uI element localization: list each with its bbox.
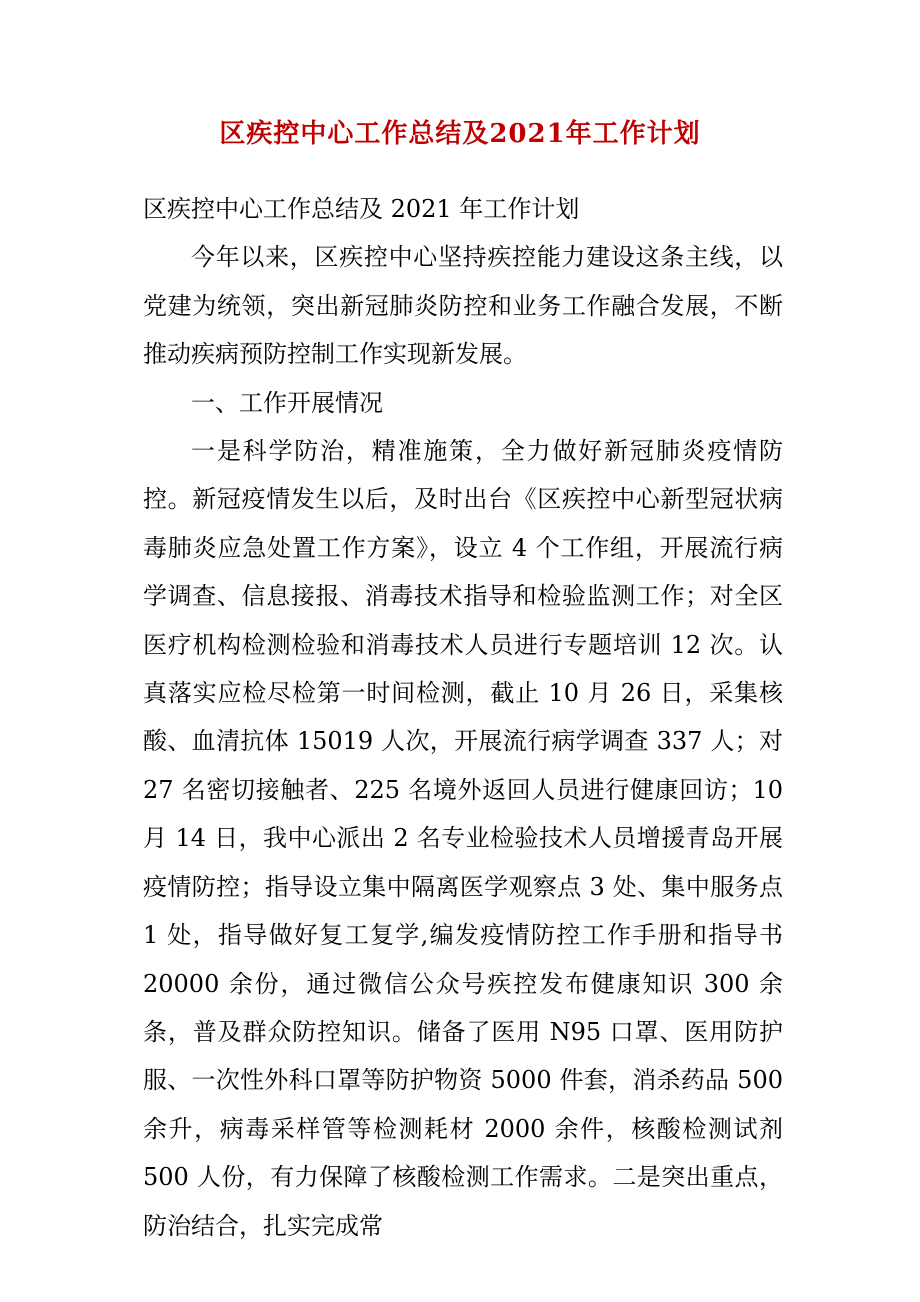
document-subtitle: 区疾控中心工作总结及 2021 年工作计划 bbox=[143, 195, 580, 223]
paragraph-intro: 今年以来，区疾控中心坚持疾控能力建设这条主线，以党建为统领，突出新冠肺炎防控和业务工作融合发展，不断推动疾病预防控制工作实现新发展。 bbox=[143, 243, 783, 369]
paragraph-main: 一是科学防治，精准施策，全力做好新冠肺炎疫情防控。新冠疫情发生以后，及时出台《区疾控中心新型冠状病毒肺炎应急处置工作方案》，设立 4 个工作组，开展流行病学调查、信息接报、消毒技术指导和检验监测工作；对全区医疗机构检测检验和消毒技术人员进行专题培训 12 次。认真落实应检尽检第一时间检测，截止 10 月 26 日，采集核酸、血清抗体 15019 人次，开展流行病学调查 337 人；对 27 名密切接触者、225 名境外返回人员进行健康回访；10 月 14 日，我中心派出 2 名专业检验技术人员增援青岛开展疫情防控；指导设立集中隔离医学观察点 3 处、集中服务点 1 处，指导做好复工复学,编发疫情防控工作手册和指导书 20000 余份，通过微信公众号疾控发布健康知识 300 余条，普及群众防控知识。储备了医用 N95 口罩、医用防护服、一次性外科口罩等防护物资 5000 件套，消杀药品 500 余升，病毒采样管等检测耗材 2000 余件，核酸检测试剂 500 人份，有力保障了核酸检测工作需求。二是突出重点，防治结合，扎实完成常 bbox=[143, 437, 783, 1240]
document-title: 区疾控中心工作总结及2021年工作计划 bbox=[219, 119, 701, 149]
document-body bbox=[143, 185, 783, 1250]
section-heading: 一、工作开展情况 bbox=[191, 388, 383, 417]
